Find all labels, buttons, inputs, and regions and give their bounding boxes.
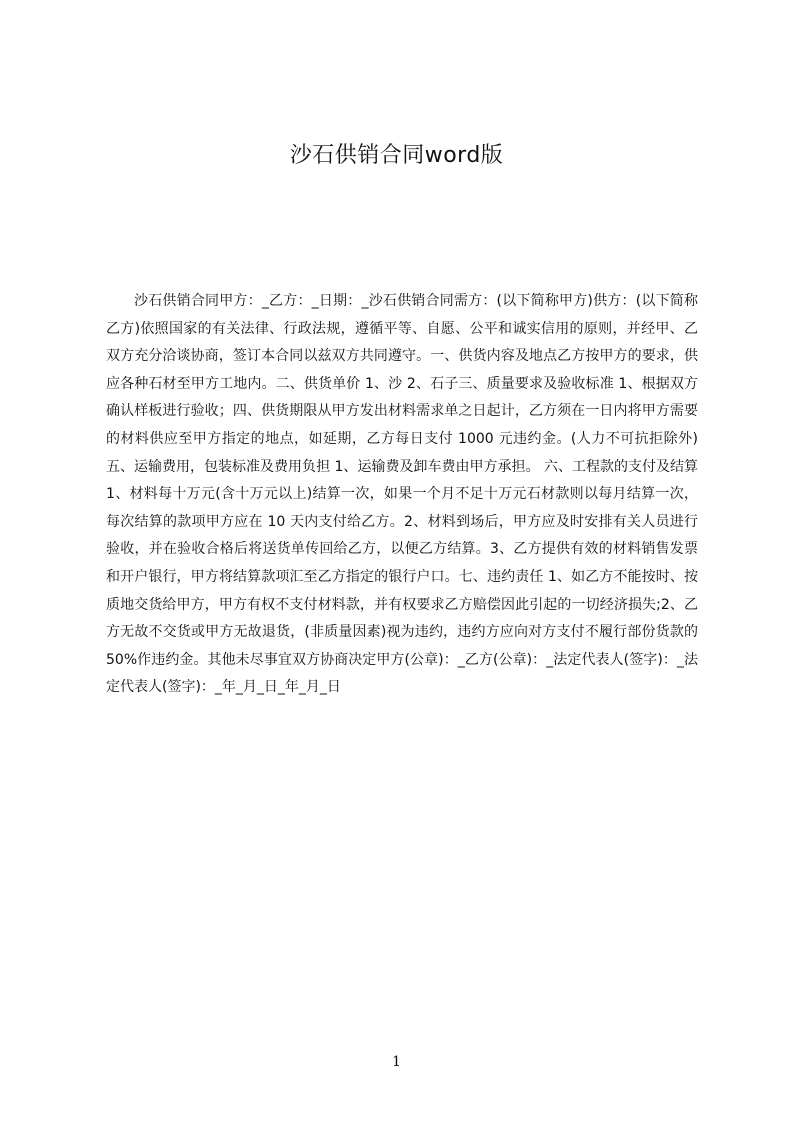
- page-number: 1: [392, 1054, 401, 1070]
- document-title: 沙石供销合同word版: [289, 143, 504, 168]
- contract-body-text: 沙石供销合同甲方：_乙方：_日期：_沙石供销合同需方：(以下简称甲方)供方：(以下简称乙方)依照国家的有关法律、行政法规，遵循平等、自愿、公平和诚实信用的原则，并经甲、乙双方充分洽谈协商，签订本合同以兹双方共同遵守。一、供货内容及地点乙方按甲方的要求，供应各种石材至甲方工地内。二、供货单价 1、沙 2、石子三、质量要求及验收标准 1、根据双方确认样板进行验收；四、供货期限从甲方发出材料需求单之日起计，乙方须在一日内将甲方需要的材料供应至甲方指定的地点，如延期，乙方每日支付 1000 元违约金。(人力不可抗拒除外)五、运输费用，包装标准及费用负担 1、运输费及卸车费由甲方承担。 六、工程款的支付及结算 1、材料每十万元(含十万元以上)结算一次，如果一个月不足十万元石材款则以每月结算一次，每次结算的款项甲方应在 10 天内支付给乙方。2、材料到场后，甲方应及时安排有关人员进行验收，并在验收合格后将送货单传回给乙方，以便乙方结算。3、乙方提供有效的材料销售发票和开户银行，甲方将结算款项汇至乙方指定的银行户口。七、违约责任 1、如乙方不能按时、按质地交货给甲方，甲方有权不支付材料款，并有权要求乙方赔偿因此引起的一切经济损失;2、乙方无故不交货或甲方无故退货，(非质量因素)视为违约，违约方应向对方支付不履行部份货款的 50%作违约金。其他未尽事宜双方协商决定甲方(公章)：_乙方(公章)：_法定代表人(签字)：_法定代表人(签字)：_年_月_日_年_月_日: [106, 293, 698, 696]
